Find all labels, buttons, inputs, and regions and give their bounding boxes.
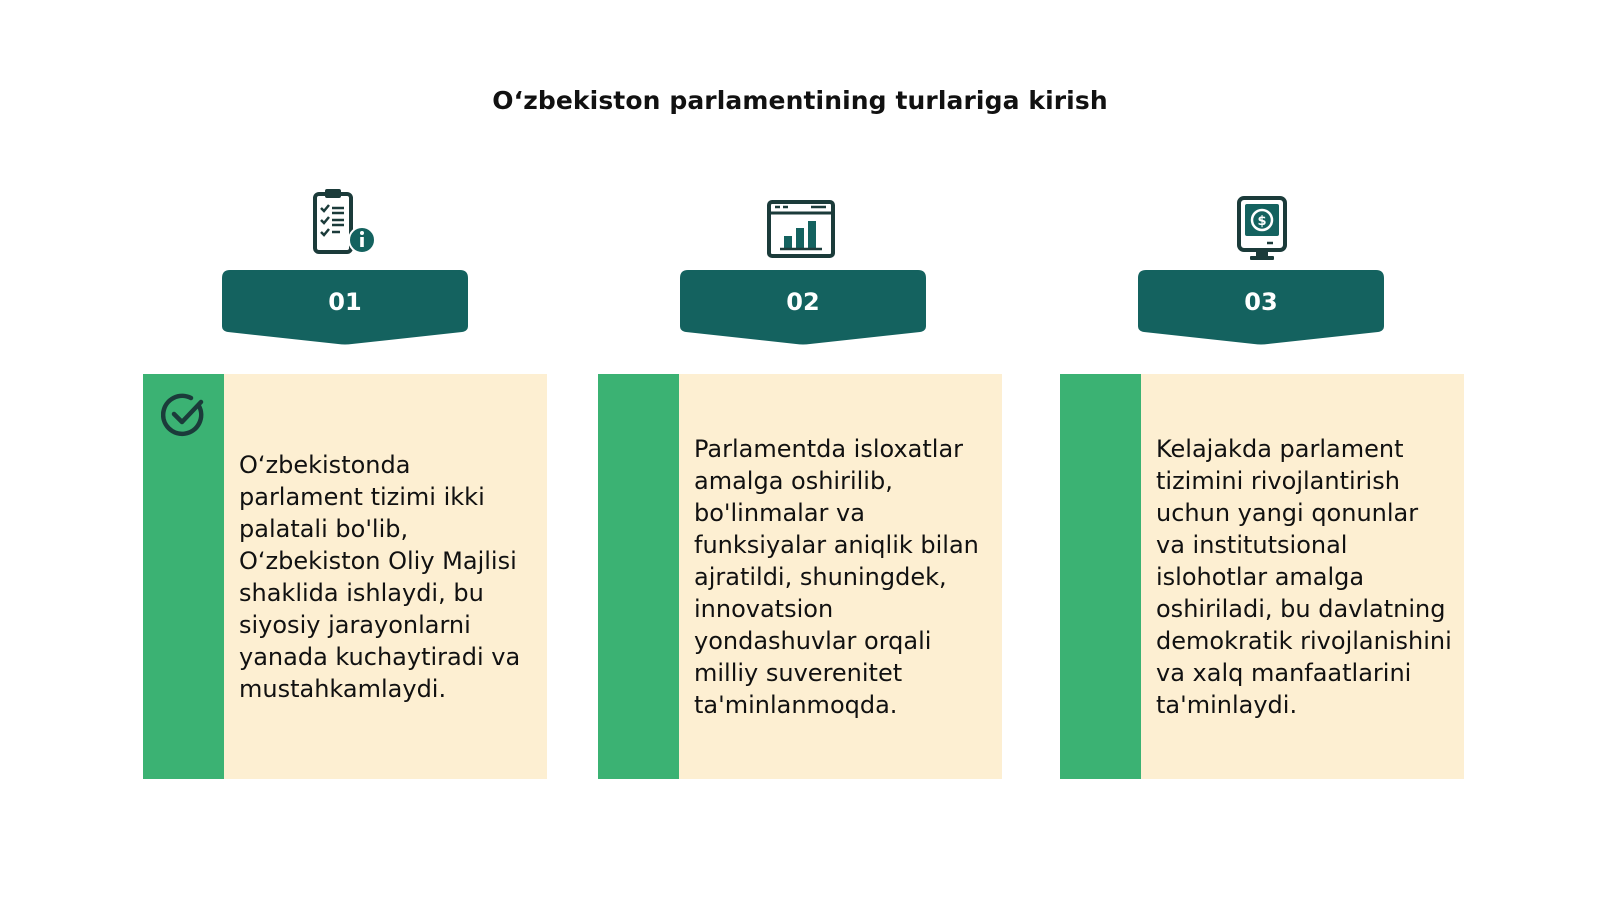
check-circle-icon — [161, 392, 207, 438]
step-badge-02 — [680, 270, 926, 346]
step-card-01 — [143, 374, 547, 779]
card-body — [679, 374, 1002, 779]
svg-text:$: $ — [1257, 214, 1267, 229]
card-text: Parlamentda isloxatlar amalga oshirilib, bo'linmalar va funksiyalar aniqlik bilan ajratildi, shuningdek, innovatsion yondashuvlar orqali milliy suverenitet ta'minlanmoqda. — [694, 434, 979, 719]
card-text: O‘zbekistonda parlament tizimi ikki palatali bo'lib, O‘zbekiston Oliy Majlisi shaklida ishlaydi, bu siyosiy jarayonlarni yanada kuchaytiradi va mustahkamlaydi. — [239, 450, 521, 703]
card-text: Kelajakda parlament tizimini rivojlantirish uchun yangi qonunlar va institutsional islohotlar amalga oshiriladi, bu davlatning demokratik rivojlanishini va xalq manfaatlarini ta'minlaydi. — [1156, 434, 1452, 719]
step-badge-01 — [222, 270, 468, 346]
step-card-02 — [598, 374, 1002, 779]
step-number: 02 — [786, 288, 820, 316]
step-number: 01 — [328, 288, 362, 316]
step-card-03 — [1060, 374, 1464, 779]
clipboard-checklist-info-icon — [310, 188, 380, 258]
monitor-dollar-icon — [1227, 194, 1297, 264]
step-badge-03 — [1138, 270, 1384, 346]
card-accent-stripe — [1060, 374, 1141, 779]
card-accent-stripe — [143, 374, 224, 779]
browser-bar-chart-icon — [766, 196, 836, 266]
card-accent-stripe — [598, 374, 679, 779]
page-title: O‘zbekiston parlamentining turlariga kirish — [492, 86, 1108, 115]
step-number: 03 — [1244, 288, 1278, 316]
card-body — [224, 374, 547, 779]
card-body — [1141, 374, 1464, 779]
